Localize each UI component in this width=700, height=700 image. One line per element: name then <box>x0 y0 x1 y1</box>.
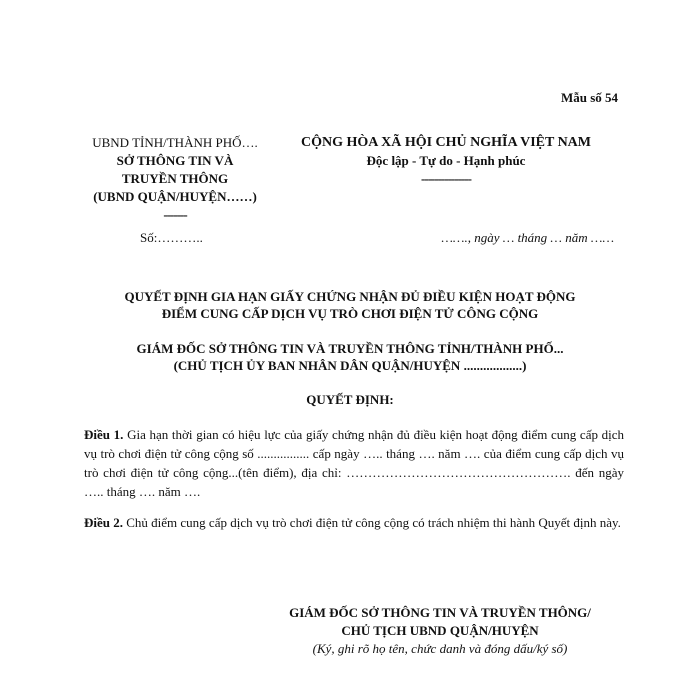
right-separator: --------------- <box>421 171 471 186</box>
document-number: Số:……….. <box>140 230 203 245</box>
authority-statement <box>60 340 640 374</box>
authority-statement-line-2: (CHỦ TỊCH ỦY BAN NHÂN DÂN QUẬN/HUYỆN ..................) <box>173 358 527 373</box>
signature-note: (Ký, ghi rõ họ tên, chức danh và đóng dấu/ký số) <box>312 641 568 656</box>
article-2-text: Chủ điểm cung cấp dịch vụ trò chơi điện tử công cộng có trách nhiệm thi hành Quyết định này. <box>123 515 621 530</box>
national-motto-header <box>276 134 616 188</box>
article-1-text: Gia hạn thời gian có hiệu lực của giấy chứng nhận đủ điều kiện hoạt động điểm cung cấp dịch vụ trò chơi điện tử công cộng số ................ cấp ngày ….. tháng …. năm …. của điểm cung cấp dịch vụ trò chơi điện tử công cộng...(tên điểm), địa chỉ: ……………………………………………. đến ngày ….. tháng …. năm …. <box>84 427 625 499</box>
article-1-label: Điều 1. <box>84 427 124 442</box>
signer-title-line-2: CHỦ TỊCH UBND QUẬN/HUYỆN <box>341 623 539 638</box>
authority-line-4: (UBND QUẬN/HUYỆN……) <box>93 189 257 204</box>
article-1 <box>84 425 624 501</box>
article-2-label: Điều 2. <box>84 515 123 530</box>
date-line: ……., ngày … tháng … năm …… <box>441 230 614 245</box>
national-motto: Độc lập - Tự do - Hạnh phúc <box>366 153 526 168</box>
left-separator: ------- <box>163 207 187 222</box>
issuing-authority-header <box>70 134 280 224</box>
national-name: CỘNG HÒA XÃ HỘI CHỦ NGHĨA VIỆT NAM <box>300 135 591 150</box>
authority-line-2: SỞ THÔNG TIN VÀ <box>116 153 234 168</box>
authority-line-3: TRUYỀN THÔNG <box>121 171 229 186</box>
signature-block <box>240 604 640 658</box>
authority-statement-line-1: GIÁM ĐỐC SỞ THÔNG TIN VÀ TRUYỀN THÔNG TỈNH/THÀNH PHỐ... <box>136 341 564 356</box>
decision-heading: QUYẾT ĐỊNH: <box>306 392 394 407</box>
document-title <box>60 288 640 322</box>
form-number: Mẫu số 54 <box>560 90 618 105</box>
authority-line-1: UBND TỈNH/THÀNH PHỐ…. <box>92 135 258 150</box>
signer-title-line-1: GIÁM ĐỐC SỞ THÔNG TIN VÀ TRUYỀN THÔNG/ <box>289 605 591 620</box>
article-2 <box>84 513 624 532</box>
title-line-2: ĐIỂM CUNG CẤP DỊCH VỤ TRÒ CHƠI ĐIỆN TỬ CÔNG CỘNG <box>161 306 539 321</box>
title-line-1: QUYẾT ĐỊNH GIA HẠN GIẤY CHỨNG NHẬN ĐỦ ĐIỀU KIỆN HOẠT ĐỘNG <box>124 289 576 304</box>
